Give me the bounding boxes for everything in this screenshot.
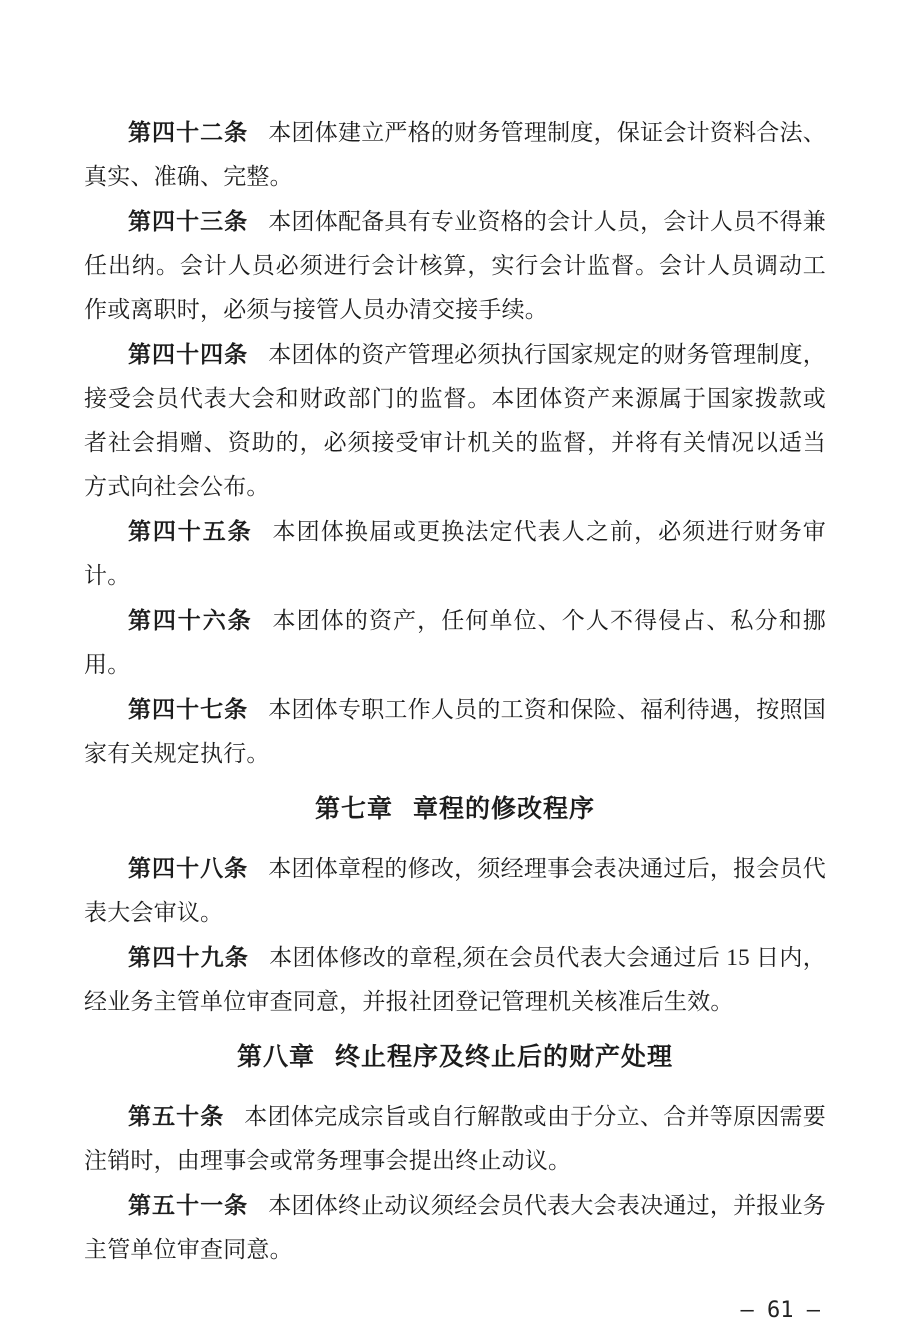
article-text: 本团体的资产管理必须执行国家规定的财务管理制度，接受会员代表大会和财政部门的监督。本团体资产来源属于国家拨款或者社会捐赠、资助的，必须接受审计机关的监督，并将有关情况以适当方式向社会公布。 — [84, 342, 826, 499]
article-text: 本团体专职工作人员的工资和保险、福利待遇，按照国家有关规定执行。 — [84, 697, 826, 766]
article-paragraph-45 — [84, 509, 826, 598]
article-text: 本团体修改的章程,须在会员代表大会通过后 15 日内，经业务主管单位审查同意，并报社团登记管理机关核准后生效。 — [84, 945, 826, 1014]
chapter-number: 第七章 — [314, 795, 393, 823]
article-number: 第四十七条 — [128, 696, 249, 722]
page-number: — 61 — — [740, 1298, 820, 1323]
article-number: 第四十二条 — [128, 119, 249, 145]
article-number: 第四十四条 — [128, 341, 249, 367]
article-number: 第四十三条 — [128, 208, 249, 234]
article-number: 第四十九条 — [128, 944, 250, 970]
chapter-number: 第八章 — [236, 1043, 315, 1071]
article-number: 第四十五条 — [128, 518, 253, 544]
chapter-heading-7 — [84, 787, 826, 831]
article-number: 第五十条 — [128, 1103, 225, 1129]
article-paragraph-44 — [84, 332, 826, 509]
article-paragraph-51 — [84, 1183, 826, 1272]
article-paragraph-48 — [84, 846, 826, 935]
article-text: 本团体建立严格的财务管理制度，保证会计资料合法、真实、准确、完整。 — [84, 120, 826, 189]
chapter-title: 章程的修改程序 — [413, 795, 596, 823]
article-text: 本团体的资产，任何单位、个人不得侵占、私分和挪用。 — [84, 608, 827, 677]
article-text: 本团体换届或更换法定代表人之前，必须进行财务审计。 — [84, 519, 827, 588]
chapter-title: 终止程序及终止后的财产处理 — [335, 1043, 674, 1071]
article-text: 本团体完成宗旨或自行解散或由于分立、合并等原因需要注销时，由理事会或常务理事会提出终止动议。 — [84, 1104, 827, 1173]
article-paragraph-42 — [84, 110, 826, 199]
article-text: 本团体章程的修改，须经理事会表决通过后，报会员代表大会审议。 — [84, 856, 826, 925]
article-paragraph-47 — [84, 687, 826, 776]
article-number: 第四十八条 — [128, 855, 249, 881]
article-paragraph-43 — [84, 199, 826, 332]
article-text: 本团体终止动议须经会员代表大会表决通过，并报业务主管单位审查同意。 — [84, 1193, 826, 1262]
article-paragraph-49 — [84, 935, 826, 1024]
article-number: 第五十一条 — [128, 1192, 249, 1218]
article-number: 第四十六条 — [128, 607, 253, 633]
article-text: 本团体配备具有专业资格的会计人员，会计人员不得兼任出纳。会计人员必须进行会计核算，实行会计监督。会计人员调动工作或离职时，必须与接管人员办清交接手续。 — [84, 209, 826, 322]
article-paragraph-46 — [84, 598, 826, 687]
chapter-heading-8 — [84, 1035, 826, 1079]
article-paragraph-50 — [84, 1094, 826, 1183]
